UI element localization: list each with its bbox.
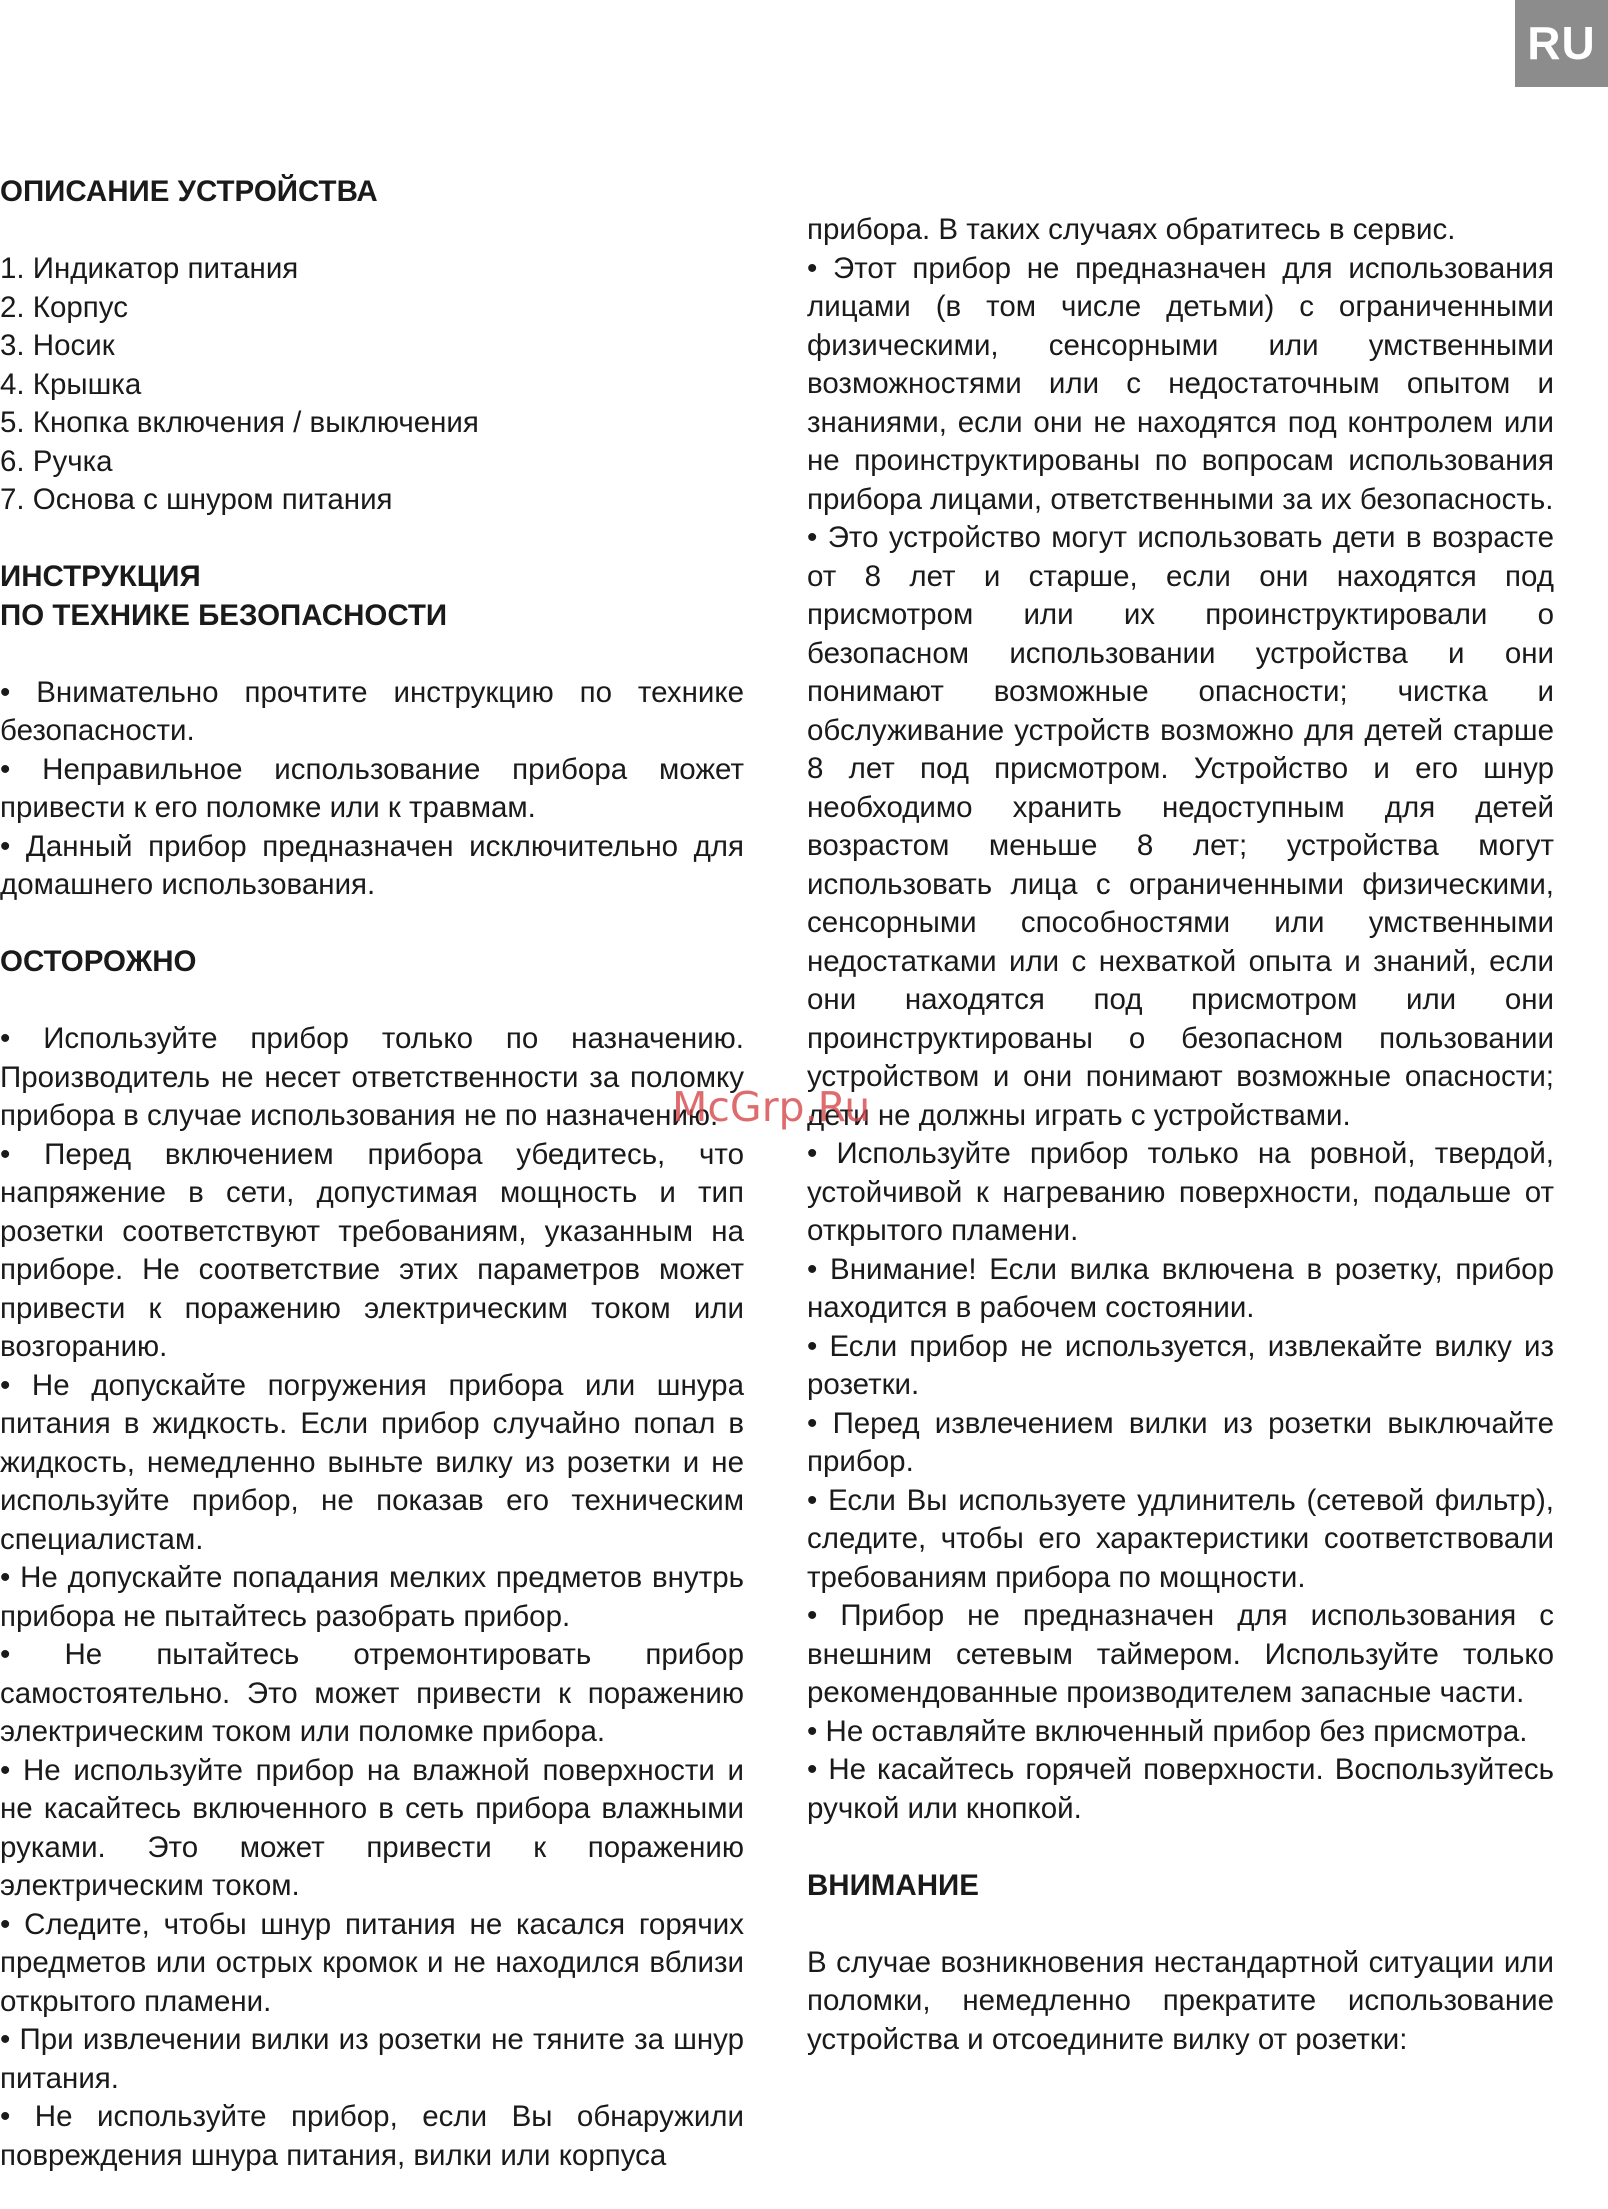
list-item: • Не допускайте погружения прибора или шнура питания в жидкость. Если прибор случайно попал в жидкость, немедленно выньте вилку из розетки и не используйте прибор, не показав его техническим специалистам.: [0, 1368, 744, 1556]
caution-list: [0, 1020, 744, 2175]
list-item: 4. Крышка: [0, 367, 142, 401]
list-item: • Данный прибор предназначен исключительно для домашнего использования.: [0, 829, 744, 901]
language-badge: RU: [1515, 0, 1608, 87]
list-item: 7. Основа с шнуром питания: [0, 483, 393, 516]
attention-text: В случае возникновения нестандартной ситуации или поломки, немедленно прекратите использование устройства и отсоедините вилку от розетки:: [807, 1945, 1554, 2056]
list-item: • Перед извлечением вилки из розетки выключайте прибор.: [807, 1406, 1554, 1478]
device-parts-list: [0, 250, 744, 520]
list-item: • При извлечении вилки из розетки не тяните за шнур питания.: [0, 2023, 744, 2095]
list-item: • Перед включением прибора убедитесь, что напряжение в сети, допустимая мощность и тип розетки соответствуют требованиям, указанным на приборе. Не соответствие этих параметров может привести к поражению электрическим током или возгоранию.: [0, 1137, 744, 1363]
list-item: 2. Корпус: [0, 290, 128, 324]
attention-heading: ВНИМАНИЕ: [807, 1868, 979, 1902]
list-item: • Используйте прибор только на ровной, твердой, устойчивой к нагреванию поверхности, подальше от открытого пламени.: [807, 1137, 1554, 1247]
safety-heading-line-2: ПО ТЕХНИКЕ БЕЗОПАСНОСТИ: [0, 598, 448, 632]
list-item: • Не оставляйте включенный прибор без присмотра.: [807, 1714, 1528, 1748]
list-item: • Этот прибор не предназначен для использования лицами (в том числе детьми) с ограниченными физическими, сенсорными или умственными возможностями или с недостаточным опытом и знаниями, если они не находятся под контролем или не проинструктированы по вопросам использования прибора лицами, ответственными за их безопасность.: [807, 251, 1554, 516]
list-item: • Не допускайте попадания мелких предметов внутрь прибора не пытайтесь разобрать прибор.: [0, 1561, 744, 1633]
list-item: • Следите, чтобы шнур питания не касался горячих предметов или острых кромок и не находился вблизи открытого пламени.: [0, 1907, 744, 2018]
safety-heading-line-1: ИНСТРУКЦИЯ: [0, 560, 201, 593]
list-item: • Неправильное использование прибора может привести к его поломке или к травмам.: [0, 752, 744, 824]
list-item: • Не пытайтесь отремонтировать прибор самостоятельно. Это может привести к поражению электрическим током или поломке прибора.: [0, 1638, 744, 1748]
list-item: 1. Индикатор питания: [0, 252, 299, 285]
list-item: • Используйте прибор только по назначению. Производитель не несет ответственности за поломку прибора в случае использования не по назначению.: [0, 1022, 744, 1132]
list-item: • Прибор не предназначен для использования с внешним сетевым таймером. Используйте только рекомендованные производителем запасные части.: [807, 1599, 1554, 1709]
list-item: • Это устройство могут использовать дети в возрасте от 8 лет и старше, если они находятся под присмотром или их проинструктировали о безопасном использовании устройства и они понимают возможные опасности; чистка и обслуживание устройств возможно для детей старше 8 лет под присмотром. Устройство и его шнур необходимо хранить недоступным для детей возрастом меньше 8 лет; устройства могут использовать лица с ограниченными физическими, сенсорными способностями или умственными недостатками или с нехваткой опыта и знаний, если они находятся под присмотром или они проинструктированы о безопасном пользовании устройством и они понимают возможные опасности; дети не должны играть с устройствами.: [807, 521, 1554, 1132]
device-description-heading: ОПИСАНИЕ УСТРОЙСТВА: [0, 175, 378, 208]
list-item: • Внимательно прочтите инструкцию по технике безопасности.: [0, 675, 744, 747]
list-item: • Не используйте прибор, если Вы обнаружили повреждения шнура питания, вилки или корпуса: [0, 2100, 744, 2172]
list-item: • Если прибор не используется, извлекайте вилку из розетки.: [807, 1329, 1554, 1401]
watermark: McGrp.Ru: [672, 1083, 871, 1131]
continuation-text: прибора. В таких случаях обратитесь в сервис.: [807, 213, 1456, 246]
caution-heading: ОСТОРОЖНО: [0, 945, 197, 978]
left-column: [0, 173, 744, 2175]
list-item: 6. Ручка: [0, 444, 113, 478]
safety-list: [0, 674, 744, 905]
safety-list-continued: [807, 250, 1554, 1829]
list-item: 3. Носик: [0, 329, 115, 362]
list-item: • Не используйте прибор на влажной поверхности и не касайтесь включенного в сеть прибора влажными руками. Это может привести к поражению электрическим током.: [0, 1753, 744, 1902]
list-item: 5. Кнопка включения / выключения: [0, 406, 479, 439]
right-column: [807, 211, 1554, 2059]
list-item: • Если Вы используете удлинитель (сетевой фильтр), следите, чтобы его характеристики соответствовали требованиям прибора по мощности.: [807, 1483, 1554, 1594]
list-item: • Не касайтесь горячей поверхности. Воспользуйтесь ручкой или кнопкой.: [807, 1753, 1554, 1825]
list-item: • Внимание! Если вилка включена в розетку, прибор находится в рабочем состоянии.: [807, 1252, 1554, 1324]
